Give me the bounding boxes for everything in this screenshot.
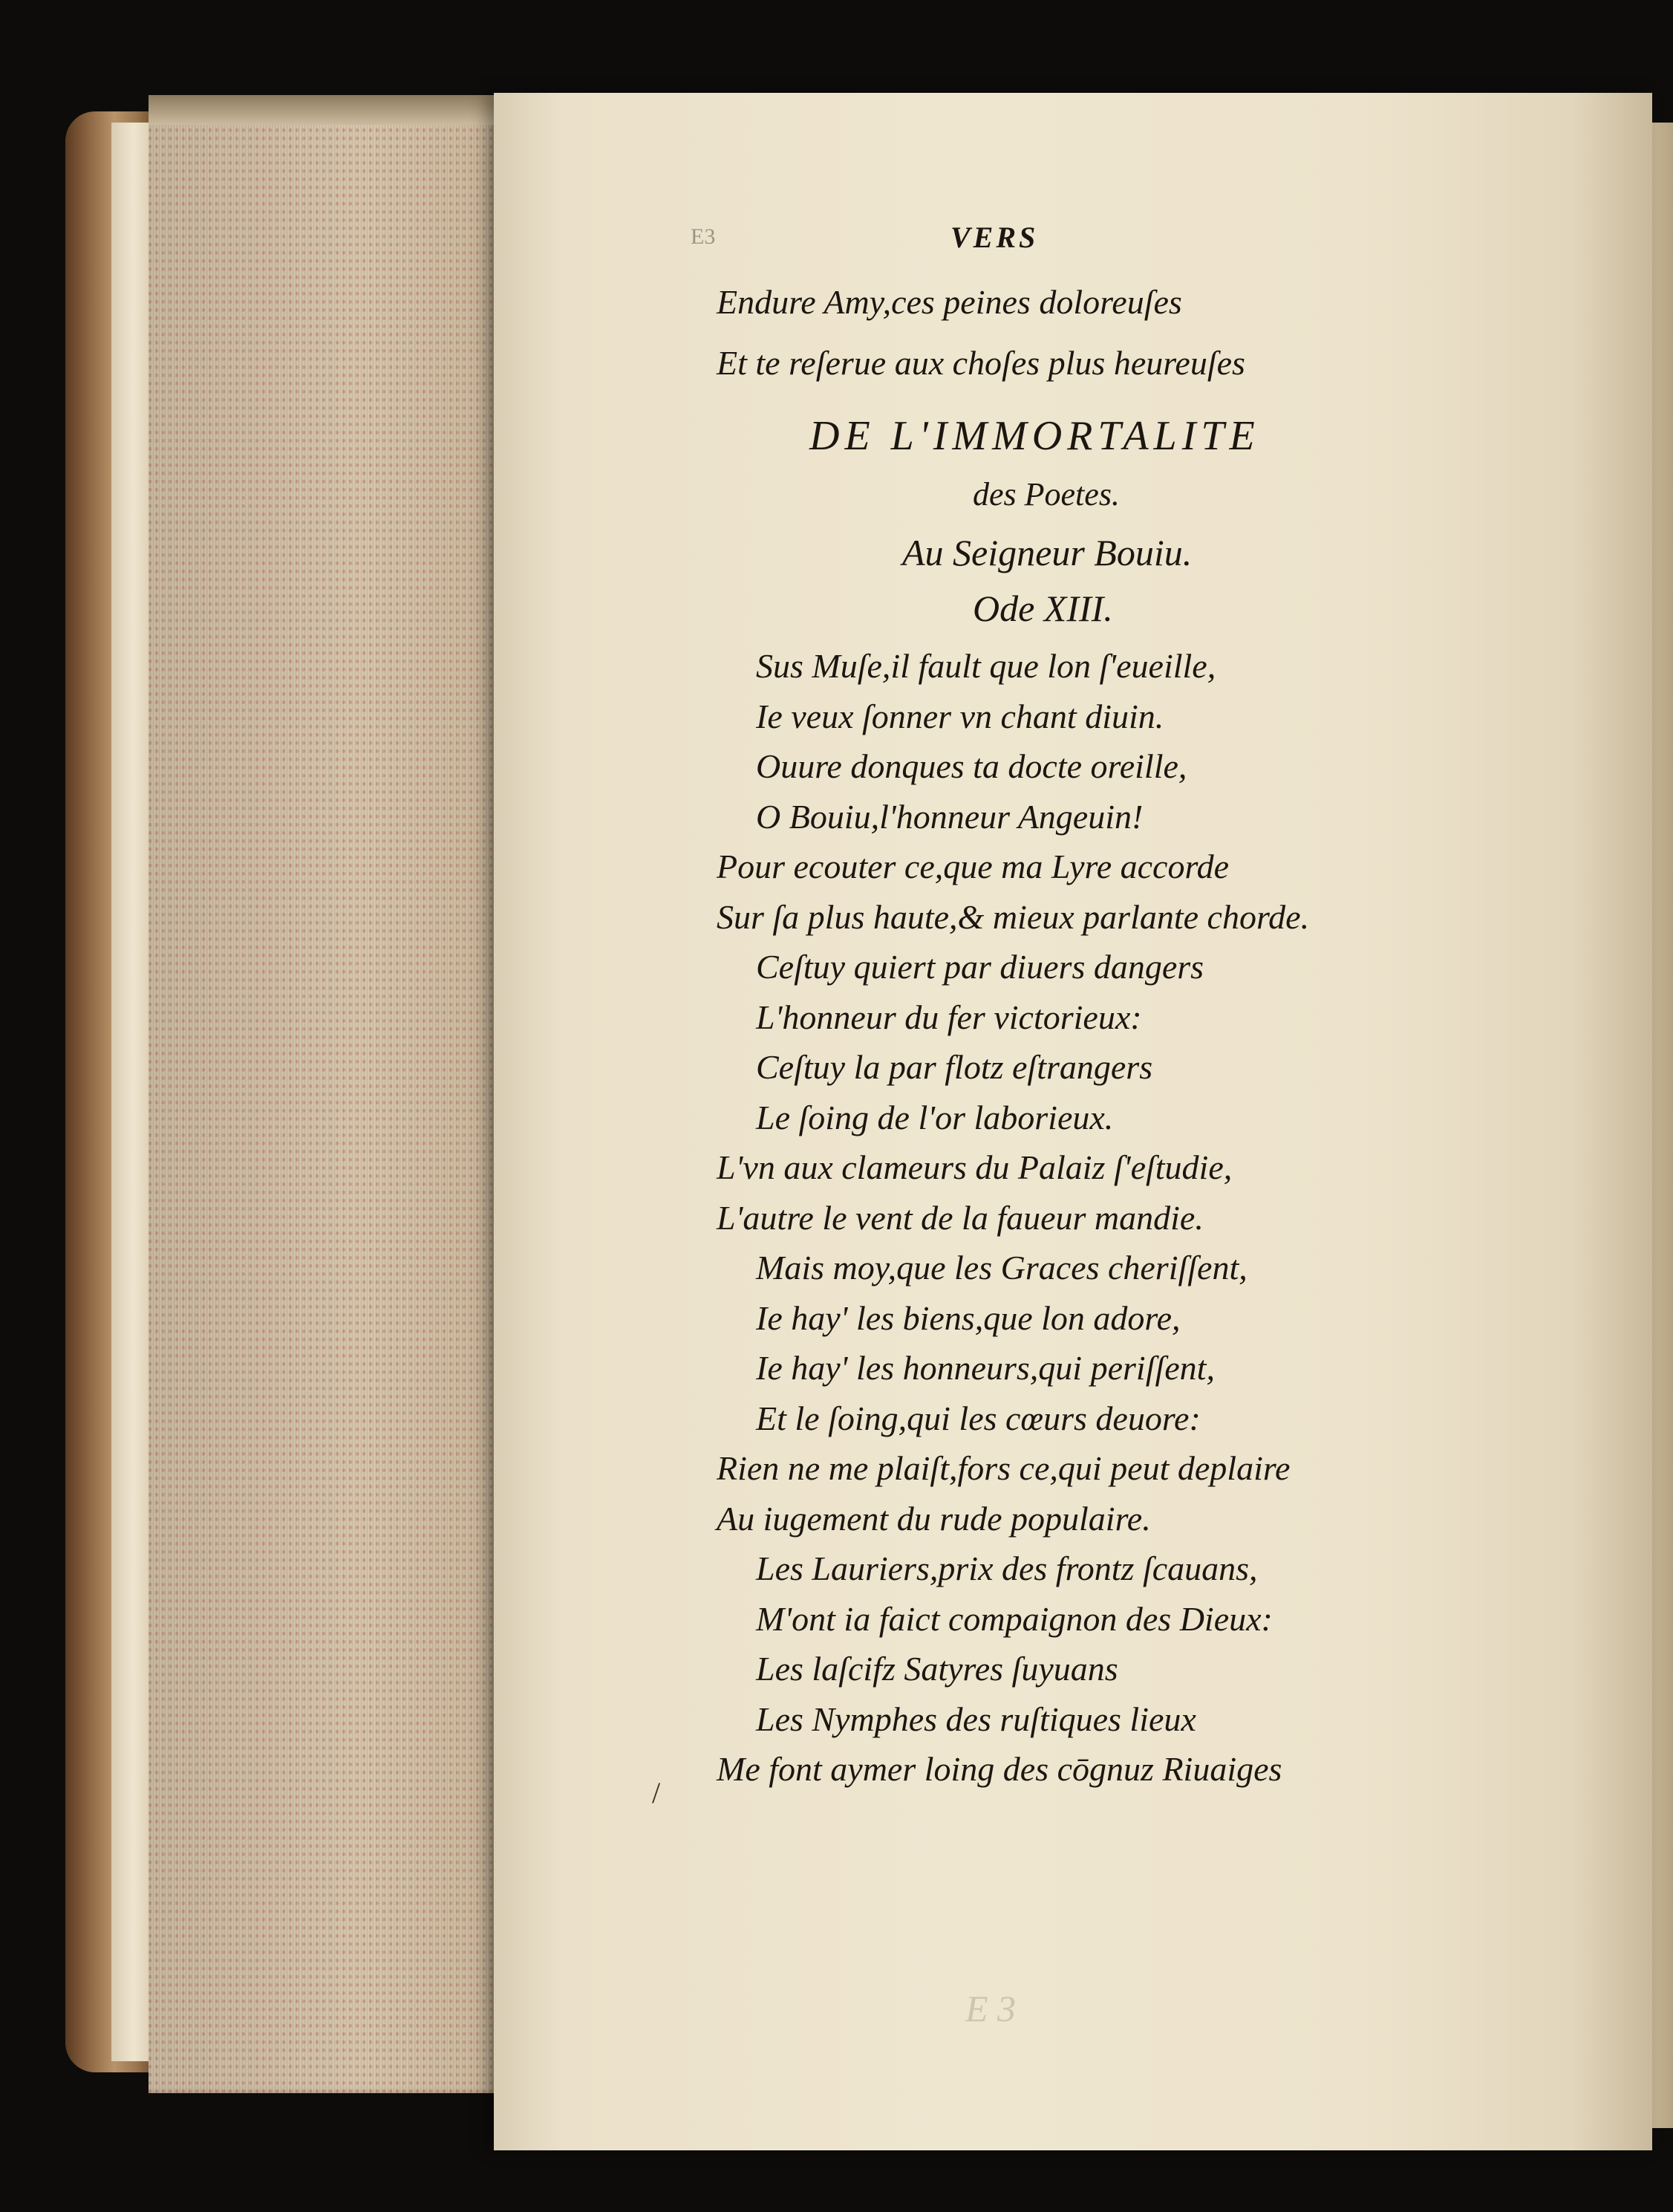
ode-dedication: Au Seigneur Bouiu. [902,532,1193,573]
verse-line: Et le ſoing,qui les cœurs deuore: [756,1399,1201,1437]
signature-mark: E 3 [965,1988,1017,2029]
ode-number: Ode XIII. [973,588,1113,629]
verse-line: Ie hay' les biens,que lon adore, [756,1299,1181,1337]
verse-line: O Bouiu,l'honneur Angeuin! [756,798,1144,836]
bleed-through-texture [1114,282,1634,1916]
verse-line: Au iugement du rude populaire. [717,1500,1151,1538]
verse-line: Ie veux ſonner vn chant diuin. [756,697,1164,735]
verse-line: L'honneur du fer victorieux: [756,998,1142,1036]
verse-line: Ie hay' les honneurs,qui periſſent, [756,1349,1215,1387]
verse-line: Les Nymphes des ruſtiques lieux [756,1700,1196,1738]
verse-line: L'autre le vent de la faueur mandie. [717,1199,1204,1237]
ode-subtitle: des Poetes. [973,476,1120,513]
opening-line: Endure Amy,ces peines doloreuſes [717,283,1182,321]
verse-line: Les laſcifz Satyres ſuyuans [756,1650,1118,1688]
verse-line: Le ſoing de l'or laborieux. [756,1099,1114,1136]
ode-title: DE L'IMMORTALITE [809,413,1260,459]
verse-line: Les Lauriers,prix des frontz ſcauans, [756,1549,1258,1587]
running-head: VERS [950,221,1039,254]
verse-line: Mais moy,que les Graces cheriſſent, [756,1249,1248,1286]
verse-line: L'vn aux clameurs du Palaiz ſ'eſtudie, [717,1148,1233,1186]
opening-line: Et te reſerue aux choſes plus heureuſes [717,344,1245,382]
page-fore-edge [149,95,498,2093]
verse-line: Ceſtuy quiert par diuers dangers [756,948,1204,986]
verse-line: Sur ſa plus haute,& mieux parlante chorde. [717,898,1310,936]
verse-line: Me font aymer loing des cōgnuz Riuaiges [717,1750,1282,1788]
verse-line: Ouure donques ta docte oreille, [756,747,1187,785]
verse-line: Sus Muſe,il fault que lon ſ'eueille, [756,647,1216,685]
verse-line: Rien ne me plaiſt,fors ce,qui peut deplaire [717,1449,1291,1487]
verse-line: Ceſtuy la par flotz eſtrangers [756,1048,1153,1086]
page-fore-edge-shadow [149,95,498,125]
verse-line: Pour ecouter ce,que ma Lyre accorde [717,848,1230,885]
margin-mark: / [652,1776,661,1809]
verse-line: M'ont ia faict compaignon des Dieux: [756,1600,1273,1638]
page-number: E3 [691,224,716,249]
